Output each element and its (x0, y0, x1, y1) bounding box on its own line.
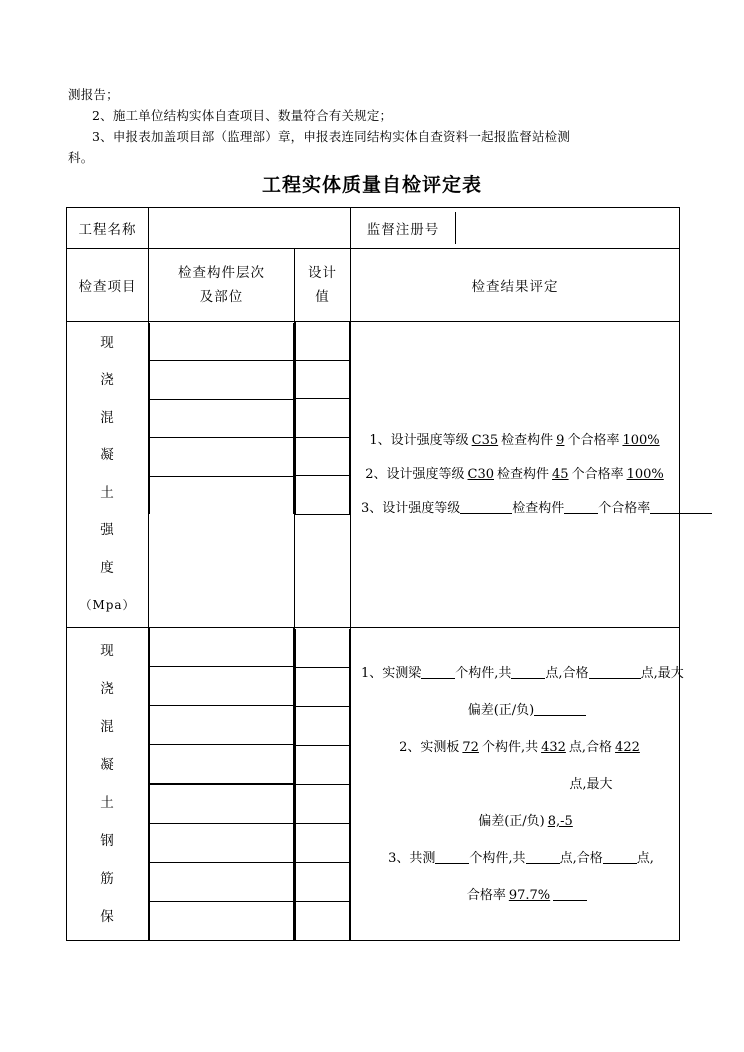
section1-label-char-2: 混 (100, 409, 115, 426)
result-text: 偏差(正/负) (467, 702, 535, 718)
result-rate[interactable]: 100% (626, 466, 664, 482)
member-cell[interactable] (150, 784, 294, 824)
design-value-line1: 设计 (308, 265, 337, 281)
column-header-check-item: 检查项目 (67, 249, 149, 322)
design-cell[interactable] (296, 629, 350, 668)
member-cell[interactable] (150, 667, 294, 706)
result-line[interactable] (361, 424, 671, 458)
section2-label-char-2: 混 (100, 719, 115, 735)
member-cell[interactable] (150, 589, 294, 627)
member-level-line1: 检查构件层次 (178, 265, 265, 281)
table-row-section-rebar-cover (67, 628, 680, 941)
member-cell[interactable] (150, 361, 294, 400)
result-prefix: 1、设计强度等级 (369, 432, 469, 448)
design-value-line2: 值 (315, 289, 330, 305)
section1-results (351, 322, 680, 628)
result-blank[interactable] (534, 701, 586, 716)
design-cell[interactable] (296, 667, 350, 706)
result-blank[interactable] (526, 849, 560, 864)
result-text: 点,最大 (640, 665, 684, 681)
intro-paragraph (68, 84, 678, 168)
member-cell[interactable] (150, 745, 294, 785)
result-text: 点, (636, 850, 654, 866)
design-cell[interactable] (296, 745, 350, 784)
result-text: 3、共测 (388, 850, 436, 866)
result-blank[interactable] (553, 886, 587, 901)
design-cell[interactable] (296, 476, 350, 515)
section1-label (67, 322, 149, 628)
intro-line-2: 2、施工单位结构实体自查项目、数量符合有关规定； (92, 108, 393, 123)
design-cell[interactable] (296, 552, 350, 590)
result-text: 偏差(正/负) (478, 813, 545, 829)
result-value[interactable]: 8,-5 (547, 813, 573, 829)
design-cell[interactable] (296, 360, 350, 399)
section2-label-char-5: 钢 (100, 833, 115, 849)
section1-design-cells (295, 322, 351, 628)
result-blank[interactable] (435, 849, 469, 864)
section1-label-char-7: （Mpa） (79, 598, 136, 612)
result-mid2: 个合格率 (567, 432, 620, 448)
supervision-no-value[interactable] (456, 212, 680, 244)
result-prefix: 3、设计强度等级 (361, 500, 461, 516)
result-line[interactable] (361, 840, 671, 877)
result-blank[interactable] (421, 664, 455, 679)
section1-label-char-0: 现 (100, 334, 115, 351)
result-line[interactable] (361, 458, 671, 492)
result-mid1: 检查构件 (497, 466, 550, 482)
result-count[interactable]: 9 (556, 432, 565, 448)
design-cell[interactable] (296, 590, 350, 628)
design-cell[interactable] (296, 823, 350, 862)
section1-result-lines (351, 422, 679, 528)
result-line[interactable] (361, 803, 671, 840)
result-grade-blank[interactable] (460, 499, 512, 514)
result-line[interactable] (361, 692, 671, 729)
result-value[interactable]: 72 (462, 739, 479, 755)
intro-line-3: 3、申报表加盖项目部（监理部）章，申报表连同结构实体自查资料一起报监督站检测 (92, 129, 571, 144)
result-blank[interactable] (589, 664, 641, 679)
result-value[interactable]: 97.7% (508, 887, 551, 903)
section2-design-cells (295, 628, 351, 941)
result-prefix: 2、设计强度等级 (365, 466, 465, 482)
section2-member-cells (149, 628, 295, 941)
result-value[interactable]: 432 (541, 739, 566, 755)
result-value[interactable]: 422 (615, 739, 640, 755)
section2-label-char-3: 凝 (100, 757, 115, 773)
section2-label (67, 628, 149, 941)
result-text: 点,合格 (568, 739, 613, 755)
result-text: 个构件,共 (469, 850, 526, 866)
result-mid2: 个合格率 (571, 466, 624, 482)
result-blank[interactable] (511, 664, 545, 679)
member-cell[interactable] (150, 323, 294, 361)
member-cell[interactable] (150, 902, 294, 941)
column-header-member-level (149, 249, 295, 322)
design-cell[interactable] (296, 901, 350, 940)
evaluation-table (66, 207, 684, 941)
section2-label-char-4: 土 (100, 795, 115, 811)
result-grade[interactable]: C30 (467, 466, 495, 482)
supervision-no-label: 监督注册号 (351, 212, 456, 244)
result-count[interactable]: 45 (552, 466, 569, 482)
member-cell[interactable] (150, 628, 294, 667)
result-text: 2、实测板 (399, 739, 460, 755)
intro-line-1: 测报告； (68, 87, 119, 102)
member-cell[interactable] (150, 438, 294, 477)
section1-label-char-4: 土 (100, 484, 115, 501)
result-text: 点,最大 (569, 776, 613, 792)
section2-label-char-7: 保 (100, 909, 115, 925)
result-mid1: 检查构件 (501, 432, 554, 448)
project-name-value[interactable] (149, 208, 351, 249)
result-text: 个构件,共 (455, 665, 512, 681)
supervision-cell (351, 208, 680, 249)
section1-member-cells (149, 322, 295, 628)
section1-label-char-1: 浇 (100, 372, 115, 388)
result-grade[interactable]: C35 (471, 432, 499, 448)
design-cell[interactable] (296, 862, 350, 901)
result-line[interactable] (361, 492, 671, 526)
section1-label-char-3: 凝 (100, 447, 115, 463)
column-header-design-value (295, 249, 351, 322)
section2-result-lines (351, 653, 684, 916)
member-cell[interactable] (150, 399, 294, 438)
member-cell[interactable] (150, 552, 294, 590)
result-line (361, 766, 671, 803)
result-blank[interactable] (603, 849, 637, 864)
member-cell[interactable] (150, 824, 294, 863)
table-row-project-info (67, 208, 680, 249)
design-cell[interactable] (296, 322, 350, 360)
design-cell[interactable] (296, 437, 350, 476)
column-header-result: 检查结果评定 (351, 249, 680, 322)
result-line[interactable] (361, 877, 671, 914)
result-rate-blank[interactable] (650, 499, 712, 514)
result-text: 点,合格 (559, 850, 603, 866)
design-cell[interactable] (296, 706, 350, 745)
result-line[interactable] (361, 729, 671, 766)
section2-label-char-0: 现 (100, 643, 115, 659)
member-cell[interactable] (150, 863, 294, 902)
member-cell[interactable] (150, 476, 294, 514)
result-rate[interactable]: 100% (622, 432, 660, 448)
member-cell[interactable] (150, 514, 294, 552)
design-cell[interactable] (296, 514, 350, 552)
result-text: 个构件,共 (481, 739, 539, 755)
member-cell[interactable] (150, 706, 294, 745)
design-cell[interactable] (296, 399, 350, 438)
result-mid2: 个合格率 (598, 500, 651, 516)
section2-label-char-6: 筋 (100, 871, 115, 887)
project-name-label: 工程名称 (67, 208, 149, 249)
table-row-column-headers (67, 249, 680, 322)
section2-label-char-1: 浇 (100, 681, 115, 697)
result-text: 1、实测梁 (361, 665, 422, 681)
intro-line-4: 科。 (68, 150, 94, 165)
result-mid1: 检查构件 (512, 500, 565, 516)
member-level-line2: 及部位 (199, 289, 244, 305)
table-row-section-concrete-strength (67, 322, 680, 628)
page-title: 工程实体质量自检评定表 (261, 174, 482, 196)
design-cell[interactable] (296, 784, 350, 823)
section1-label-char-6: 度 (100, 559, 115, 576)
result-text: 合格率 (466, 887, 506, 903)
section2-results (351, 628, 684, 941)
result-line[interactable] (361, 655, 684, 692)
result-count-blank[interactable] (564, 499, 598, 514)
result-text: 点,合格 (545, 665, 589, 681)
section1-label-char-5: 强 (100, 522, 115, 538)
